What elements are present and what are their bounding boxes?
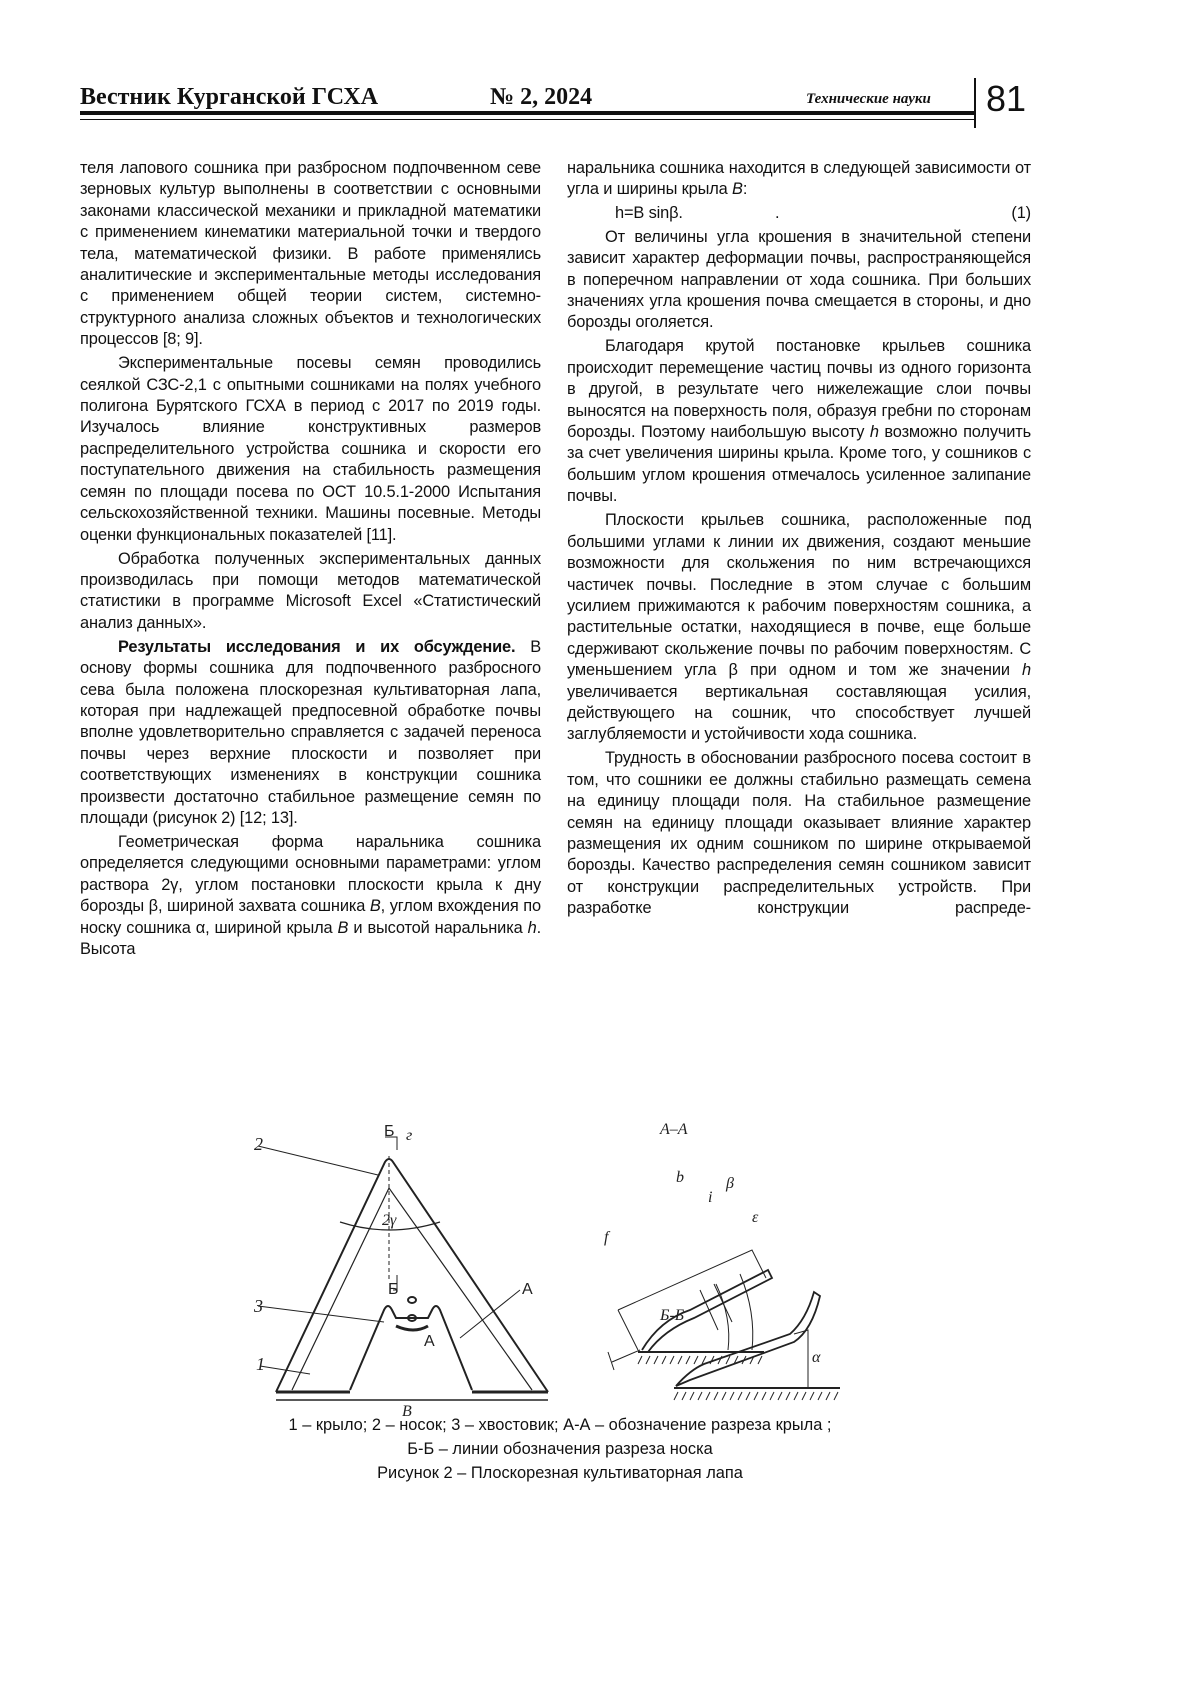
paragraph: [80, 353, 541, 546]
header-rule-thick: [80, 111, 975, 115]
text-run: увеличивается вертикальная составляющая усилия, действующего на сошник, что способствует лучшей заглубляемости и устойчивости хода сошника.: [567, 683, 1031, 744]
label-3: 3: [253, 1296, 263, 1316]
italic-symbol: B: [370, 897, 381, 915]
text-run: Экспериментальные посевы семян проводились сеялкой СЗС-2,1 с опытными сошниками на полях учебного полигона Бурятского ГСХА в период с 2017 по 2019 годы. Изучалось влияние конструктивных размеров распределительного устройства сошника и скорости его поступательного движения на стабильность размещения семян по площади посева по ОСТ 10.5.1-2000 Испытания сельскохозяйственной техники. Машины посевные. Методы оценки функциональных показателей [11].: [80, 354, 541, 543]
paragraph: [567, 510, 1031, 745]
text-run: От величины угла крошения в значительной степени зависит характер деформации почвы, распространяющейся в поперечном направлении от хода сошника. При больших значениях угла крошения почва смещается в стороны, и дно борозды оголяется.: [567, 228, 1031, 332]
text-run: Геометрическая форма наральника сошника определяется следующими основными параметрами: углом раствора 2γ, углом постановки плоскости крыла к дну борозды β, шириной захвата сошника: [80, 833, 541, 915]
label-a-left: А: [424, 1333, 435, 1350]
left-column: [80, 158, 541, 963]
paragraph: [80, 637, 541, 830]
label-section-bb: Б-Б: [659, 1307, 685, 1324]
label-b-small: b: [676, 1169, 684, 1186]
label-width-b: B: [402, 1403, 412, 1420]
label-i: i: [708, 1189, 712, 1206]
italic-symbol: h: [1022, 661, 1031, 679]
paragraph: [567, 158, 1031, 201]
text-run: Благодаря крутой постановке крыльев сошника происходит перемещение частиц почвы из одного горизонта в другой, в результате чего нижележащие слои почвы выносятся на поверхность поля, образуя гребни по сторонам борозды. Поэтому наибольшую высоту: [567, 337, 1031, 441]
paragraph: [80, 832, 541, 960]
formula-1: [567, 203, 1031, 224]
header-divider: [974, 78, 976, 128]
bold-text: Результаты исследования и их обсуждение.: [118, 638, 515, 656]
text-run: Трудность в обосновании разбросного посева состоит в том, что сошники ее должны стабильно размещать семена на единицу площади поля. На стабильное размещение семян на единицу площади оказывает влияние характер размещения их одним сошником по ширине открываемой борозды. Качество распределения семян сошником зависит от конструкции распределительных устройств. При разработке конструкции распреде-: [567, 749, 1031, 917]
text-run: , углом вхождения по носку сошника α, шириной крыла: [80, 897, 541, 936]
italic-symbol: h: [528, 919, 537, 937]
paragraph: [80, 158, 541, 351]
paragraph: [567, 748, 1031, 919]
label-epsilon: ε: [752, 1209, 759, 1226]
label-section-aa: А–А: [659, 1121, 688, 1138]
label-2gamma: 2γ: [382, 1212, 397, 1229]
header-rule-thin: [80, 119, 975, 120]
section-bb-view: [674, 1292, 840, 1400]
text-run: возможно получить за счет увеличения ширины крыла. Кроме того, у сошников с большим углом крошения отмечалось усиленное залипание почвы.: [567, 423, 1031, 505]
formula-number: (1): [1011, 203, 1031, 224]
text-run: Обработка полученных экспериментальных данных производилась при помощи методов математической статистики в программе Microsoft Excel «Статистический анализ данных».: [80, 550, 541, 632]
label-b-bottom: Б: [388, 1281, 399, 1298]
label-2: 2: [254, 1134, 263, 1154]
figure-2: [230, 1120, 1090, 1425]
section-name: Технические науки: [806, 91, 931, 108]
formula-expression: h=B sinβ.: [615, 203, 775, 224]
paragraph: [567, 336, 1031, 507]
section-aa-view: [608, 1250, 772, 1370]
label-alpha: α: [812, 1349, 821, 1366]
text-run: В основу формы сошника для подпочвенного разбросного сева была положена плоскорезная культиваторная лапа, которая при надлежащей предпосевной обработке почвы вполне удовлетворительно справляется с задачей переноса почвы через верхние плоскости и позволяет при соответствующих изменениях в конструкции сошника произвести достаточно стабильное размещение семян по площади (рисунок 2) [12; 13].: [80, 638, 541, 827]
text-run: теля лапового сошника при разбросном подпочвенном севе зерновых культур выполнены в соответствии с основными законами классической механики и прикладной математики с применением кинематики материальной точки и твердого тела, математической физики. В работе применялись аналитические и экспериментальные методы исследования с применением общей теории систем, системно-структурного анализа сложных объектов и технологических процессов [8; 9].: [80, 159, 541, 348]
label-a-right: А: [522, 1281, 533, 1298]
cultivator-paw-drawing: [230, 1120, 1090, 1420]
label-beta: β: [725, 1175, 734, 1192]
label-f: f: [604, 1229, 611, 1246]
text-run: и высотой наральника: [348, 919, 527, 937]
issue-number: № 2, 2024: [490, 84, 592, 111]
formula-dot: .: [775, 203, 815, 224]
right-column: [567, 158, 1031, 922]
label-b-top: Б: [384, 1123, 395, 1140]
page-number: 81: [986, 78, 1026, 120]
figure-caption-title: Рисунок 2 – Плоскорезная культиваторная лапа: [0, 1464, 1120, 1483]
label-g: г: [406, 1127, 412, 1144]
italic-symbol: h: [870, 423, 879, 441]
italic-symbol: B: [732, 180, 743, 198]
paragraph: [80, 549, 541, 635]
figure-caption-legend-2: Б-Б – линии обозначения разреза носка: [0, 1440, 1120, 1459]
figure-caption-legend-1: 1 – крыло; 2 – носок; 3 – хвостовик; А-А – обозначение разреза крыла ;: [0, 1416, 1120, 1435]
text-run: наральника сошника находится в следующей зависимости от угла и ширины крыла: [567, 159, 1031, 198]
text-run: . Высота: [80, 919, 541, 958]
text-run: :: [743, 180, 747, 198]
italic-symbol: B: [338, 919, 349, 937]
label-1: 1: [256, 1354, 265, 1374]
paragraph: [567, 227, 1031, 334]
text-run: Плоскости крыльев сошника, расположенные под большими углами к линии их движения, создают меньшие возможности для скольжения по ним встречающихся частичек почвы. Последние в этом случае с большим усилием прижимаются к рабочим поверхностям сошника, а растительные остатки, находящиеся в почве, еще больше сдерживают скольжение почвы по рабочим поверхностям. С уменьшением угла β при одном и том же значении: [567, 511, 1031, 679]
paw-plan-view: [258, 1137, 548, 1400]
journal-title: Вестник Курганской ГСХА: [80, 84, 378, 111]
